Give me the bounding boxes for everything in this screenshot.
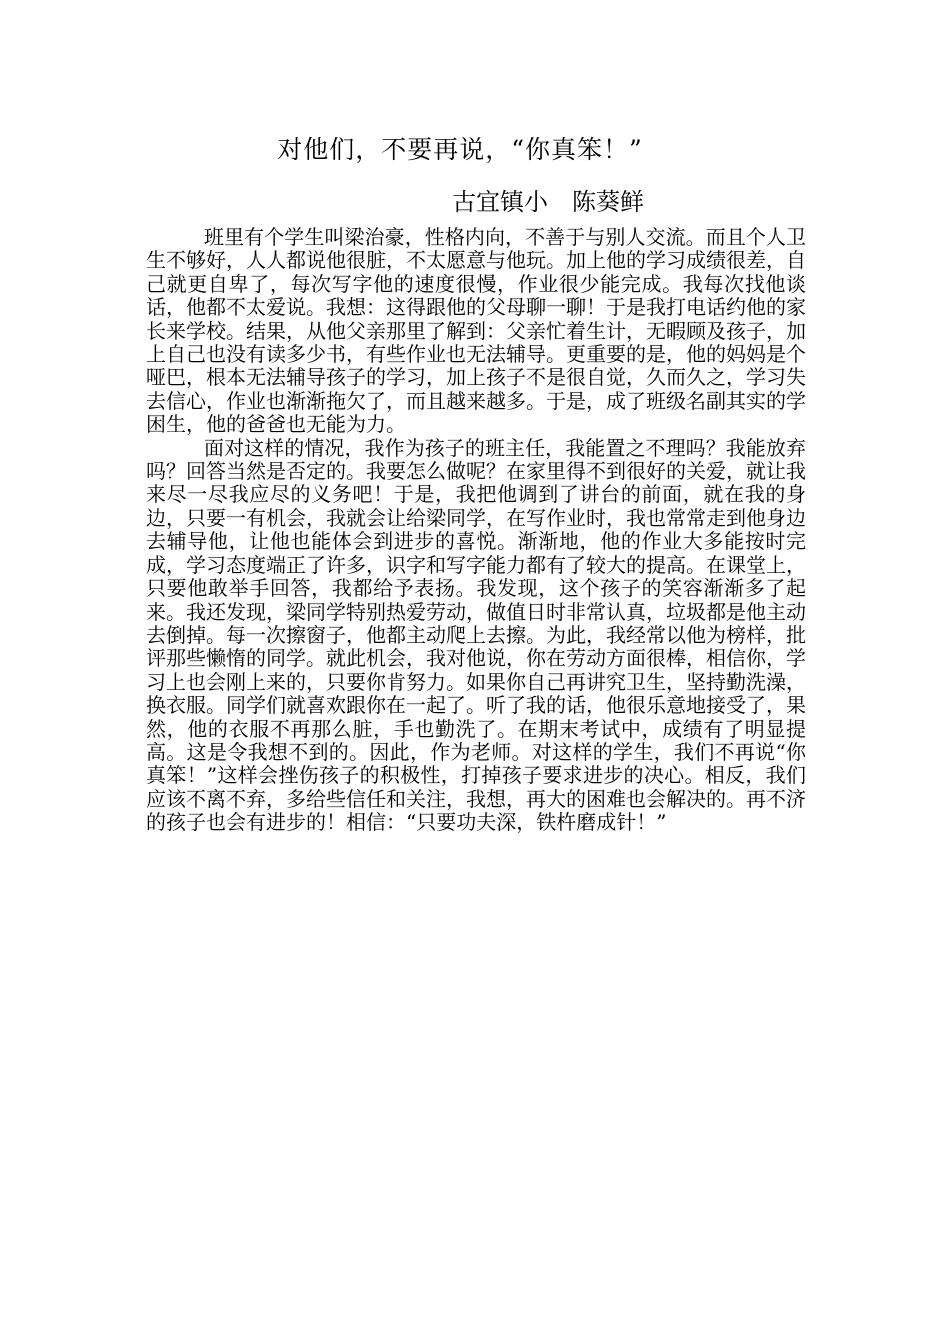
document-body [146,226,806,835]
document-author: 古宜镇小 陈葵鲜 [452,188,644,216]
body-paragraph: 班里有个学生叫梁治豪，性格内向，不善于与别人交流。而且个人卫生不够好，人人都说他很脏，不太愿意与他玩。加上他的学习成绩很差，自己就更自卑了，每次写字他的速度很慢，作业很少能完成。我每次找他谈话，他都不太爱说。我想：这得跟他的父母聊一聊！于是我打电话约他的家长来学校。结果，从他父亲那里了解到：父亲忙着生计，无暇顾及孩子，加上自己也没有读多少书，有些作业也无法辅导。更重要的是，他的妈妈是个哑巴，根本无法辅导孩子的学习，加上孩子不是很自觉，久而久之，学习失去信心，作业也渐渐拖欠了，而且越来越多。于是，成了班级名副其实的学困生，他的爸爸也无能为力。 [146,225,806,437]
body-paragraph: 面对这样的情况，我作为孩子的班主任，我能置之不理吗？我能放弃吗？回答当然是否定的。我要怎么做呢？在家里得不到很好的关爱，就让我来尽一尽我应尽的义务吧！于是，我把他调到了讲台的前面，就在我的身边，只要一有机会，我就会让给梁同学，在写作业时，我也常常走到他身边去辅导他，让他也能体会到进步的喜悦。渐渐地，他的作业大多能按时完成，学习态度端正了许多，识字和写字能力都有了较大的提高。在课堂上，只要他敢举手回答，我都给予表扬。我发现，这个孩子的笑容渐渐多了起来。我还发现，梁同学特别热爱劳动，做值日时非常认真，垃圾都是他主动去倒掉。每一次擦窗子，他都主动爬上去擦。为此，我经常以他为榜样，批评那些懒惰的同学。就此机会，我对他说，你在劳动方面很棒，相信你，学习上也会刚上来的，只要你肯努力。如果你自己再讲究卫生，坚持勤洗澡，换衣服。同学们就喜欢跟你在一起了。听了我的话，他很乐意地接受了，果然，他的衣服不再那么脏，手也勤洗了。在期末考试中，成绩有了明显提高。这是令我想不到的。因此，作为老师。对这样的学生，我们不再说“你真笨！”这样会挫伤孩子的积极性，打掉孩子要求进步的决心。相反，我们应该不离不弃，多给些信任和关注，我想，再大的困难也会解决的。再不济的孩子也会有进步的！相信：“只要功夫深，铁杵磨成针！” [146,435,806,835]
document-title: 对他们，不要再说，“你真笨！” [277,135,643,164]
